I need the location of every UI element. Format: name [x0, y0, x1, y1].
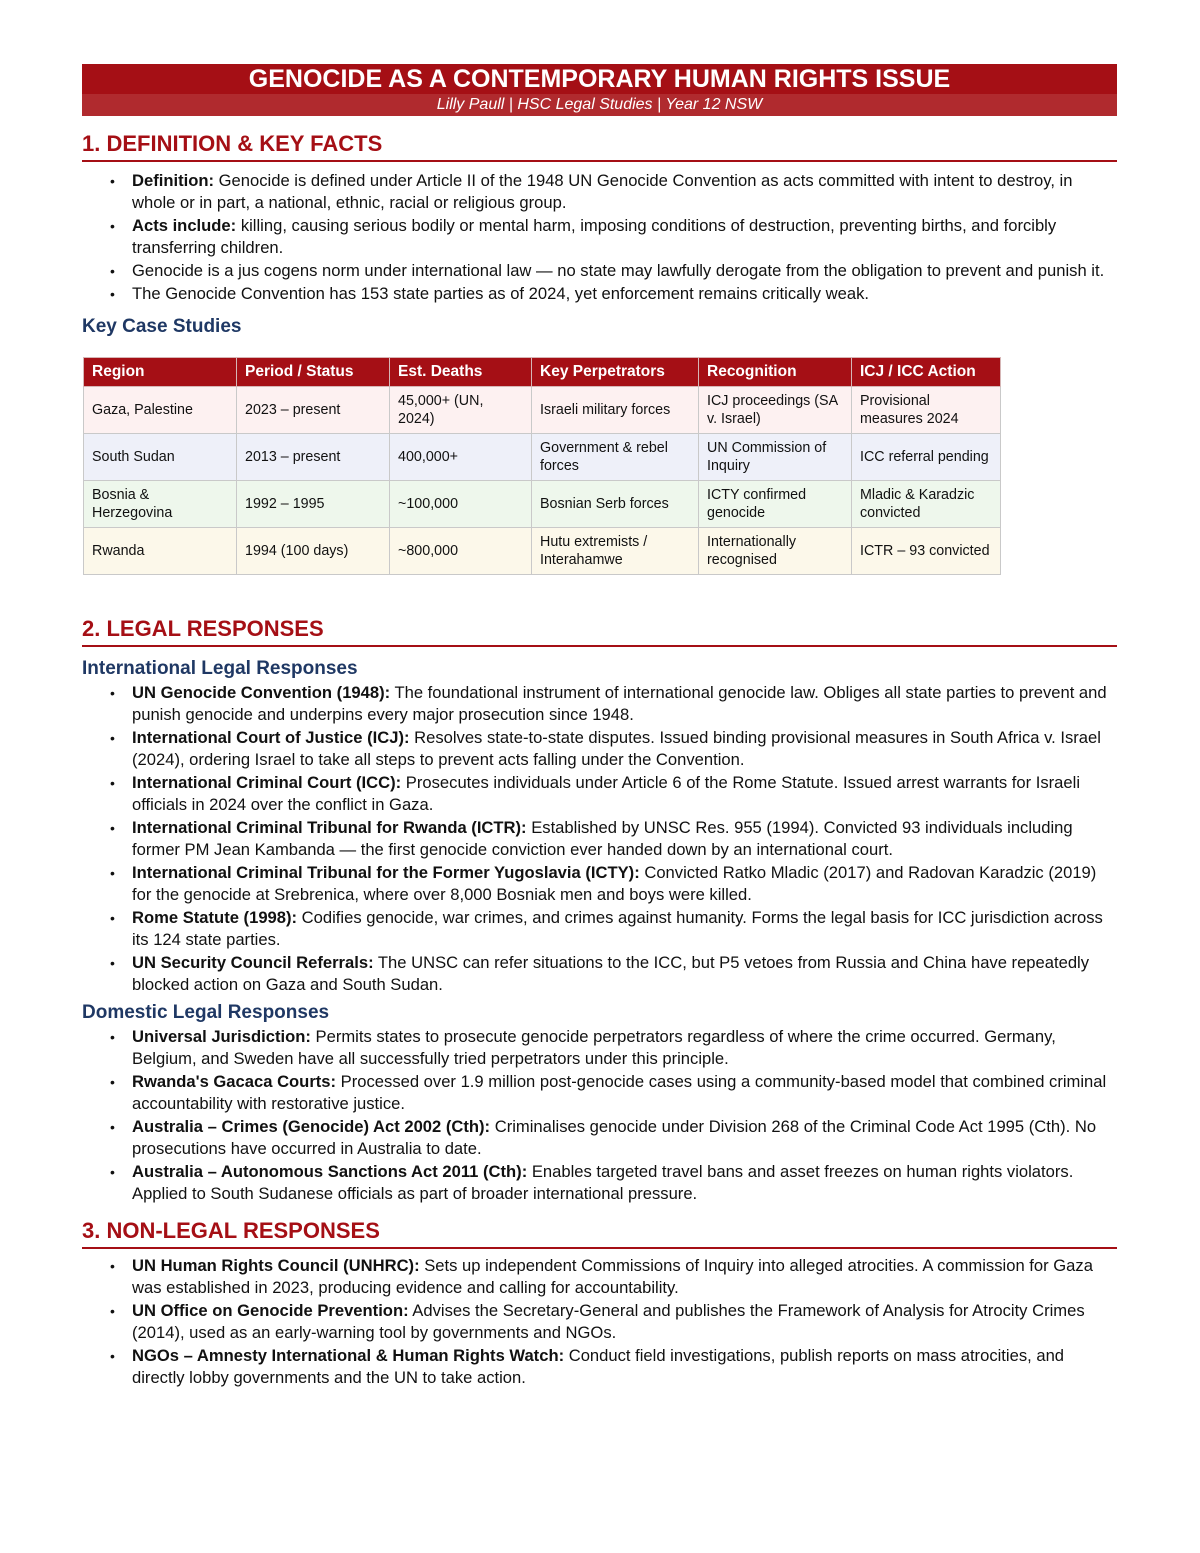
page-title: GENOCIDE AS A CONTEMPORARY HUMAN RIGHTS ISSUE [82, 64, 1117, 94]
list-item [82, 862, 1117, 906]
table-cell: ICJ proceedings (SA v. Israel) [699, 387, 852, 434]
list-item [82, 817, 1117, 861]
list-item [82, 215, 1117, 259]
list-item [82, 682, 1117, 726]
bullet-text: Enables targeted travel bans and asset freezes on human rights violators. Applied to South Sudanese officials as part of broader international pressure. [132, 1162, 1074, 1203]
list-item [82, 1026, 1117, 1070]
bullet-text: Genocide is defined under Article II of the 1948 UN Genocide Convention as acts committed with intent to destroy, in whole or in part, a national, ethnic, racial or religious group. [132, 171, 1073, 212]
table-row [84, 528, 1001, 575]
bullet-term: Rwanda's Gacaca Courts: [132, 1072, 337, 1091]
page-subtitle: Lilly Paull | HSC Legal Studies | Year 12 NSW [82, 94, 1117, 116]
bullet-term: International Criminal Court (ICC): [132, 773, 402, 792]
table-cell: 2023 – present [237, 387, 390, 434]
bullet-text: Criminalises genocide under Division 268 of the Criminal Code Act 1995 (Cth). No prosecutions have occurred in Australia to date. [132, 1117, 1097, 1158]
bullet-term: UN Genocide Convention (1948): [132, 683, 391, 702]
column-header: Est. Deaths [390, 358, 532, 387]
international-legal-heading: International Legal Responses [82, 658, 358, 679]
table-cell: Israeli military forces [532, 387, 699, 434]
section-heading-non-legal: 3. NON-LEGAL RESPONSES [82, 1217, 1117, 1249]
case-studies-table [83, 357, 1001, 575]
bullet-text: The UNSC can refer situations to the ICC, but P5 vetoes from Russia and China have repeatedly blocked action on Gaza and South Sudan. [132, 953, 1090, 994]
bullet-term: International Court of Justice (ICJ): [132, 728, 410, 747]
table-cell: South Sudan [84, 434, 237, 481]
definition-list [82, 170, 1117, 305]
bullet-text: The foundational instrument of international genocide law. Obliges all state parties to prevent and punish genocide and underpins every major prosecution since 1948. [132, 683, 1107, 724]
bullet-text: Prosecutes individuals under Article 6 of the Rome Statute. Issued arrest warrants for Israeli officials in 2024 over the conflict in Gaza. [132, 773, 1081, 814]
title-banner [82, 64, 1117, 116]
list-item [82, 1255, 1117, 1299]
domestic-legal-heading: Domestic Legal Responses [82, 1002, 330, 1023]
list-item [82, 1345, 1117, 1389]
bullet-text: Conduct field investigations, publish reports on mass atrocities, and directly lobby governments and the UN to take action. [132, 1346, 1065, 1387]
table-cell: 400,000+ [390, 434, 532, 481]
table-header-row [84, 358, 1001, 387]
bullet-text: Advises the Secretary-General and publishes the Framework of Analysis for Atrocity Crimes (2014), used as an early-warning tool by governments and NGOs. [132, 1301, 1085, 1342]
non-legal-list [82, 1255, 1117, 1389]
table-cell: Bosnian Serb forces [532, 481, 699, 528]
bullet-term: Australia – Crimes (Genocide) Act 2002 (Cth): [132, 1117, 491, 1136]
table-cell: Provisional measures 2024 [852, 387, 1001, 434]
bullet-term: Rome Statute (1998): [132, 908, 298, 927]
bullet-text: Convicted Ratko Mladic (2017) and Radovan Karadzic (2019) for the genocide at Srebrenica, where over 8,000 Bosniak men and boys were killed. [132, 863, 1097, 904]
table-row [84, 481, 1001, 528]
table-cell: Government & rebel forces [532, 434, 699, 481]
table-cell: 1992 – 1995 [237, 481, 390, 528]
table-cell: UN Commission of Inquiry [699, 434, 852, 481]
bullet-term: International Criminal Tribunal for Rwanda (ICTR): [132, 818, 527, 837]
bullet-term: UN Human Rights Council (UNHRC): [132, 1256, 420, 1275]
table-cell: Bosnia & Herzegovina [84, 481, 237, 528]
bullet-text: Codifies genocide, war crimes, and crimes against humanity. Forms the legal basis for ICC jurisdiction across its 124 state parties. [132, 908, 1103, 949]
domestic-legal-list [82, 1026, 1117, 1205]
bullet-term: Definition: [132, 171, 215, 190]
table-cell: ~800,000 [390, 528, 532, 575]
table-cell: Internationally recognised [699, 528, 852, 575]
table-cell: Mladic & Karadzic convicted [852, 481, 1001, 528]
bullet-term: Acts include: [132, 216, 237, 235]
table-cell: ~100,000 [390, 481, 532, 528]
list-item [82, 1071, 1117, 1115]
column-header: ICJ / ICC Action [852, 358, 1001, 387]
list-item [82, 1300, 1117, 1344]
bullet-text: Processed over 1.9 million post-genocide cases using a community-based model that combined criminal accountability with restorative justice. [132, 1072, 1107, 1113]
bullet-term: UN Security Council Referrals: [132, 953, 374, 972]
document-body [82, 128, 1117, 1390]
list-item [82, 283, 1117, 305]
bullet-term: International Criminal Tribunal for the Former Yugoslavia (ICTY): [132, 863, 640, 882]
bullet-text: The Genocide Convention has 153 state parties as of 2024, yet enforcement remains critically weak. [132, 284, 869, 303]
column-header: Key Perpetrators [532, 358, 699, 387]
table-cell: 45,000+ (UN, 2024) [390, 387, 532, 434]
column-header: Recognition [699, 358, 852, 387]
bullet-text: killing, causing serious bodily or mental harm, imposing conditions of destruction, preventing births, and forcibly transferring children. [132, 216, 1057, 257]
table-row [84, 434, 1001, 481]
list-item [82, 1161, 1117, 1205]
bullet-term: Universal Jurisdiction: [132, 1027, 311, 1046]
section-heading-legal: 2. LEGAL RESPONSES [82, 615, 1117, 647]
bullet-text: Genocide is a jus cogens norm under international law — no state may lawfully derogate from the obligation to prevent and punish it. [132, 261, 1105, 280]
table-cell: ICTR – 93 convicted [852, 528, 1001, 575]
bullet-term: Australia – Autonomous Sanctions Act 2011 (Cth): [132, 1162, 528, 1181]
list-item [82, 952, 1117, 996]
table-cell: 2013 – present [237, 434, 390, 481]
table-cell: 1994 (100 days) [237, 528, 390, 575]
list-item [82, 772, 1117, 816]
international-legal-list [82, 682, 1117, 996]
column-header: Region [84, 358, 237, 387]
bullet-term: UN Office on Genocide Prevention: [132, 1301, 409, 1320]
bullet-text: Sets up independent Commissions of Inquiry into alleged atrocities. A commission for Gaza was established in 2023, producing evidence and calling for accountability. [132, 1256, 1093, 1297]
table-cell: Hutu extremists / Interahamwe [532, 528, 699, 575]
bullet-text: Resolves state-to-state disputes. Issued binding provisional measures in South Africa v. Israel (2024), ordering Israel to take all steps to prevent acts falling under the Convention. [132, 728, 1101, 769]
table-cell: Gaza, Palestine [84, 387, 237, 434]
list-item [82, 260, 1117, 282]
section-heading-definition: 1. DEFINITION & KEY FACTS [82, 130, 1117, 162]
list-item [82, 907, 1117, 951]
table-row [84, 387, 1001, 434]
table-cell: ICC referral pending [852, 434, 1001, 481]
bullet-term: NGOs – Amnesty International & Human Rights Watch: [132, 1346, 565, 1365]
bullet-text: Permits states to prosecute genocide perpetrators regardless of where the crime occurred. Germany, Belgium, and Sweden have all successfully tried perpetrators under this principle. [132, 1027, 1056, 1068]
list-item [82, 170, 1117, 214]
column-header: Period / Status [237, 358, 390, 387]
table-cell: ICTY confirmed genocide [699, 481, 852, 528]
list-item [82, 1116, 1117, 1160]
list-item [82, 727, 1117, 771]
case-studies-heading: Key Case Studies [82, 316, 242, 337]
bullet-text: Established by UNSC Res. 955 (1994). Convicted 93 individuals including former PM Jean Kambanda — the first genocide conviction ever handed down by an international court. [132, 818, 1073, 859]
table-cell: Rwanda [84, 528, 237, 575]
